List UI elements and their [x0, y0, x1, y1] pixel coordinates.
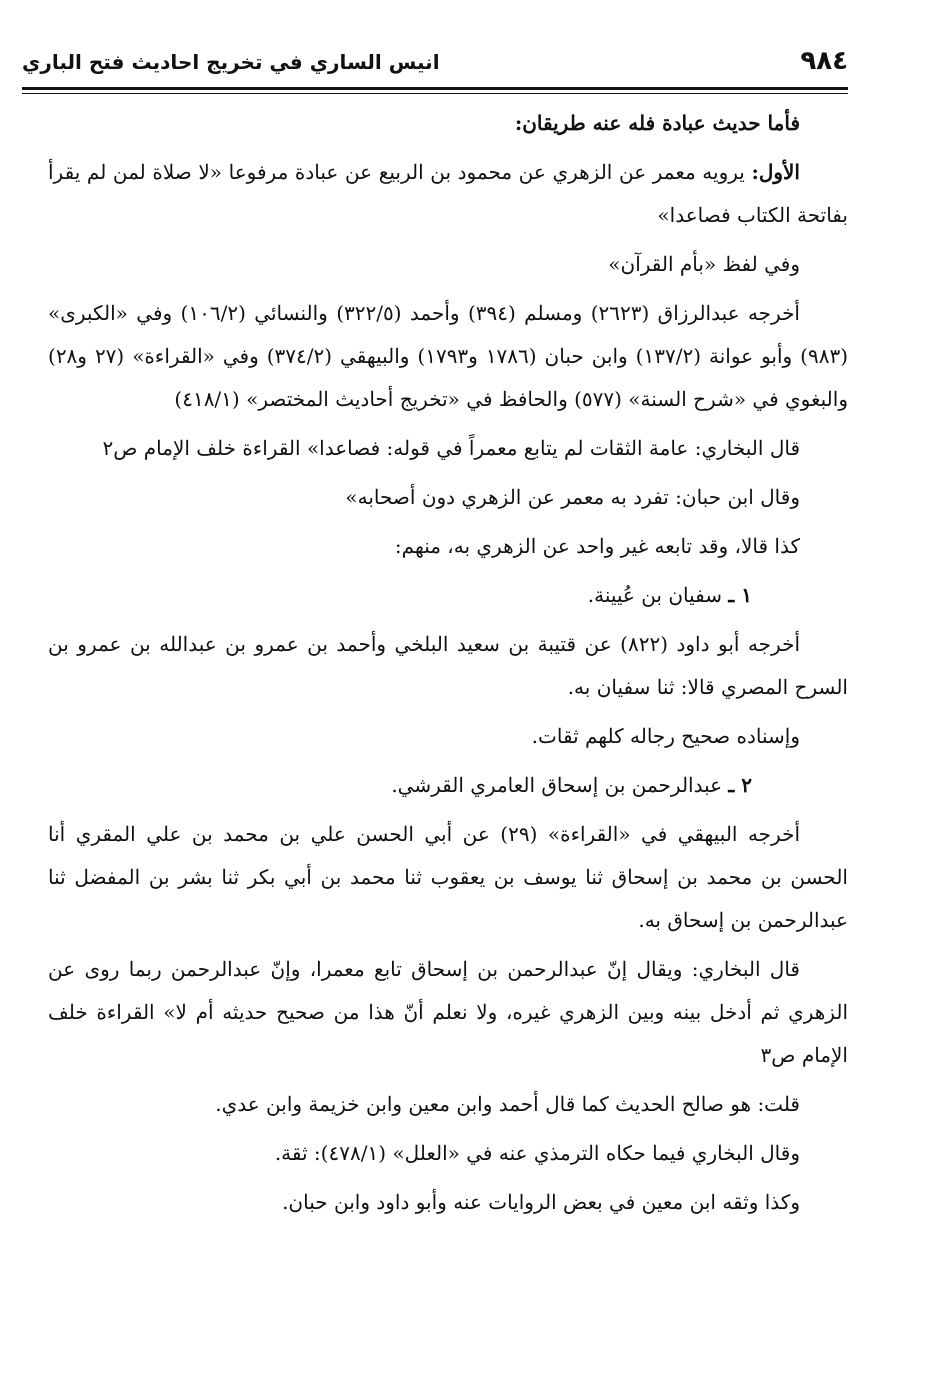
paragraph: فأما حديث عبادة فله عنه طريقان:	[514, 111, 800, 135]
paragraph: الأول: يرويه معمر عن الزهري عن محمود بن الربيع عن عبادة مرفوعا «لا صلاة لمن لم يقرأ بفاتحة الكتاب فصاعدا»	[48, 160, 848, 227]
numbered-item: ٢ ـ عبدالرحمن بن إسحاق العامري القرشي.	[48, 764, 848, 807]
paragraph: وقال ابن حبان: تفرد به معمر عن الزهري دون أصحابه»	[345, 485, 800, 509]
paragraph: وقال البخاري فيما حكاه الترمذي عنه في «العلل» (٤٧٨/١): ثقة.	[274, 1141, 800, 1165]
paragraph: أخرجه عبدالرزاق (٢٦٢٣) ومسلم (٣٩٤) وأحمد (٣٢٢/٥) والنسائي (١٠٦/٢) وفي «الكبرى» (٩٨٣) وأبو عوانة (١٣٧/٢) وابن حبان (١٧٨٦ و١٧٩٣) والبيهقي (٣٧٤/٢) وفي «القراءة» (٢٧ و٢٨) والبغوي في «شرح السنة» (٥٧٧) والحافظ في «تخريج أحاديث المختصر» (٤١٨/١)	[48, 301, 849, 411]
header-rule-thin	[22, 93, 848, 94]
paragraph: كذا قالا، وقد تابعه غير واحد عن الزهري به، منهم:	[394, 534, 800, 558]
page-header	[22, 40, 848, 88]
running-title: انيس الساري في تخريج احاديث فتح الباري	[22, 50, 440, 74]
paragraph: وكذا وثقه ابن معين في بعض الروايات عنه وأبو داود وابن حبان.	[282, 1190, 800, 1214]
paragraph: قلت: هو صالح الحديث كما قال أحمد وابن معين وابن خزيمة وابن عدي.	[215, 1092, 800, 1116]
paragraph: أخرجه البيهقي في «القراءة» (٢٩) عن أبي الحسن علي بن محمد بن علي المقري أنا الحسن بن محمد بن إسحاق ثنا يوسف بن يعقوب ثنا محمد بن أبي بكر ثنا بشر بن المفضل ثنا عبدالرحمن بن إسحاق به.	[48, 822, 848, 932]
paragraph: وفي لفظ «بأم القرآن»	[608, 252, 800, 276]
paragraph: وإسناده صحيح رجاله كلهم ثقات.	[531, 724, 800, 748]
item-number: ٢ ـ	[728, 773, 752, 797]
page-body	[48, 102, 848, 1230]
numbered-item: ١ ـ سفيان بن عُيينة.	[48, 574, 848, 617]
page-number: ٩٨٤	[800, 46, 848, 76]
paragraph: قال البخاري: ويقال إنّ عبدالرحمن بن إسحاق تابع معمرا، وإنّ عبدالرحمن ربما روى عن الزهري ثم أدخل بينه وبين الزهري غيره، ولا نعلم أنّ هذا من صحيح حديثه أم لا» القراءة خلف الإمام ص٣	[48, 957, 848, 1067]
paragraph: أخرجه أبو داود (٨٢٢) عن قتيبة بن سعيد البلخي وأحمد بن عمرو بن عبدالله بن عمرو بن السرح المصري قالا: ثنا سفيان به.	[48, 632, 848, 699]
item-number: ١ ـ	[728, 583, 752, 607]
header-rule-thick	[22, 87, 848, 90]
paragraph: قال البخاري: عامة الثقات لم يتابع معمراً في قوله: فصاعدا» القراءة خلف الإمام ص٢	[102, 436, 800, 460]
